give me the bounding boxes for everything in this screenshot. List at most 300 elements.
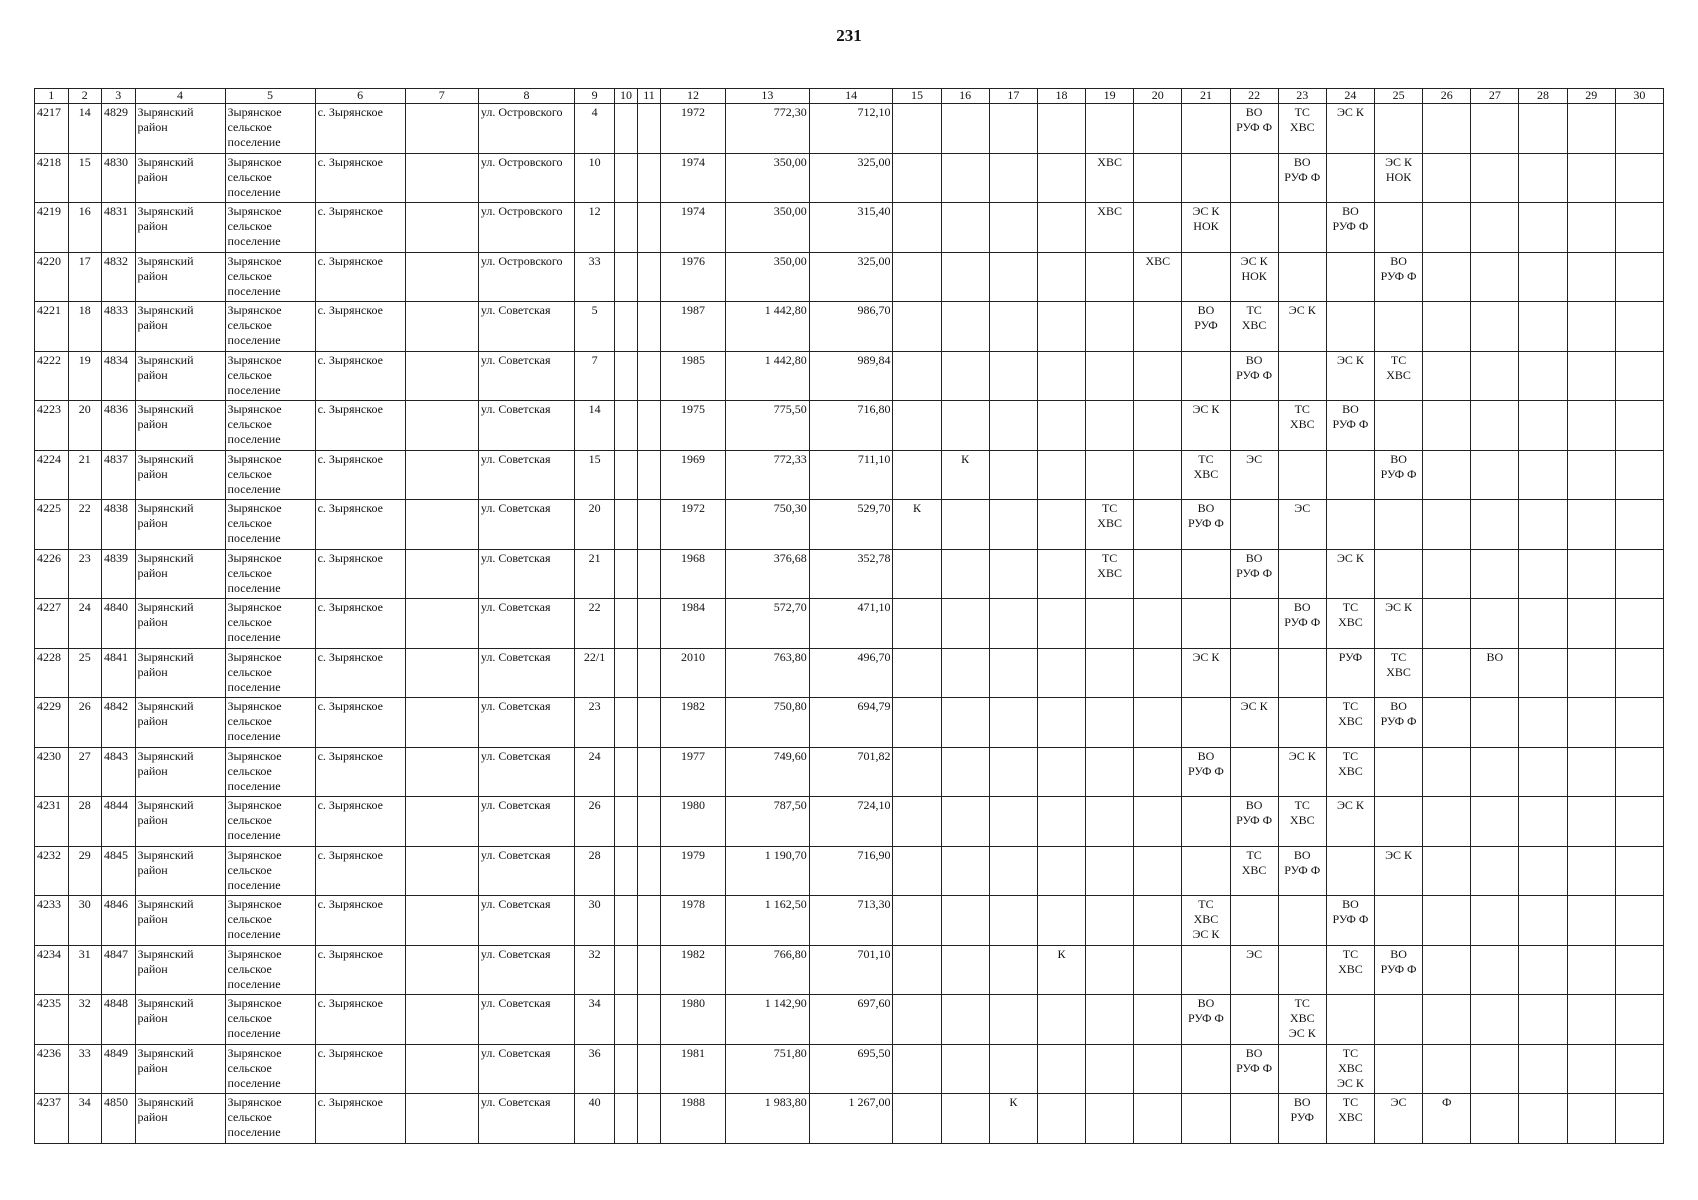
table-cell-col-18 [1037,153,1085,203]
table-cell-col-5: Зырянское сельское поселение [225,1094,315,1144]
table-cell-col-19 [1086,401,1134,451]
cell-line: РУФ Ф [1236,813,1273,827]
table-cell-col-7 [405,500,478,550]
table-cell-col-5: Зырянское сельское поселение [225,945,315,995]
table-cell-col-16 [941,1094,989,1144]
table-cell-col-12: 1984 [661,599,726,649]
column-header-13: 13 [725,89,809,104]
table-cell-col-24 [1326,401,1374,451]
table-cell-col-19: ХВС [1086,203,1134,253]
table-cell-col-11 [638,648,661,698]
table-cell-col-28 [1519,500,1567,550]
table-cell-col-13: 750,30 [725,500,809,550]
table-cell-col-18 [1037,896,1085,946]
cell-line: РУФ Ф [1380,466,1417,481]
table-cell-col-22: ЭС [1230,450,1278,500]
table-cell-col-8: ул. Советская [478,846,574,896]
table-cell-col-8: ул. Островского [478,104,574,154]
table-cell-col-28 [1519,203,1567,253]
table-cell-col-19 [1086,104,1134,154]
table-cell-col-10 [614,747,637,797]
table-cell-col-29 [1567,1094,1615,1144]
cell-line: ХВС [1289,1011,1315,1025]
table-cell-col-21 [1182,153,1230,203]
table-cell-col-23 [1278,549,1326,599]
table-cell-col-9: 10 [575,153,615,203]
cell-line: РУФ Ф [1187,516,1224,530]
table-cell-col-15 [893,450,941,500]
table-cell-col-6: с. Зырянское [315,401,405,451]
table-cell-col-13: 1 142,90 [725,995,809,1045]
table-cell-col-28 [1519,945,1567,995]
table-cell-col-29 [1567,351,1615,401]
table-cell-col-3: 4837 [102,450,136,500]
table-cell-col-29 [1567,549,1615,599]
table-cell-col-26 [1423,1044,1471,1094]
cell-line: НОК [1385,169,1412,184]
table-cell-col-1: 4226 [35,549,69,599]
table-cell-col-22 [1230,1094,1278,1144]
table-cell-col-3: 4834 [102,351,136,401]
table-cell-col-18 [1037,351,1085,401]
cell-line: ВО [1293,600,1311,614]
table-cell-col-25 [1375,747,1423,797]
table-cell-col-8: ул. Советская [478,648,574,698]
cell-line: ТС [1342,1095,1359,1109]
cell-line: ХВС [1338,714,1363,728]
table-cell-col-24 [1326,203,1374,253]
table-cell-col-4: Зырянский район [135,252,225,302]
table-cell-col-12: 1969 [661,450,726,500]
table-cell-col-7 [405,648,478,698]
table-cell-col-9: 4 [575,104,615,154]
table-cell-col-10 [614,351,637,401]
cell-line: ТС [1101,501,1118,515]
table-row [35,995,1664,1045]
column-header-16: 16 [941,89,989,104]
table-cell-col-20 [1134,1094,1182,1144]
table-cell-col-19 [1086,500,1134,550]
table-cell-col-23 [1278,945,1326,995]
table-cell-col-7 [405,797,478,847]
table-cell-col-8: ул. Советская [478,698,574,748]
table-cell-col-19 [1086,648,1134,698]
table-cell-col-1: 4229 [35,698,69,748]
table-cell-col-16 [941,351,989,401]
cell-line: ТС [1294,105,1310,119]
table-cell-col-24 [1326,450,1374,500]
table-cell-col-14: 716,80 [809,401,893,451]
table-cell-col-2: 20 [68,401,102,451]
table-cell-col-20: ХВС [1134,252,1182,302]
table-cell-col-24: ЭС К [1326,549,1374,599]
table-cell-col-11 [638,203,661,253]
table-cell-col-15 [893,846,941,896]
cell-line: ВО [1245,105,1263,119]
table-cell-col-15 [893,252,941,302]
table-cell-col-23 [1278,995,1326,1045]
column-header-6: 6 [315,89,405,104]
table-cell-col-17 [989,351,1037,401]
column-header-21: 21 [1182,89,1230,104]
table-cell-col-9: 20 [575,500,615,550]
table-cell-col-10 [614,203,637,253]
table-cell-col-11 [638,104,661,154]
cell-line: ВО [1390,946,1407,961]
table-cell-col-5: Зырянское сельское поселение [225,104,315,154]
table-cell-col-18 [1037,203,1085,253]
table-cell-col-29 [1567,896,1615,946]
table-cell-col-4: Зырянский район [135,945,225,995]
table-cell-col-10 [614,450,637,500]
table-cell-col-14: 694,79 [809,698,893,748]
table-cell-col-3: 4846 [102,896,136,946]
table-cell-col-23 [1278,1094,1326,1144]
cell-line: ХВС [1338,1060,1363,1075]
table-cell-col-14: 711,10 [809,450,893,500]
table-cell-col-9: 22 [575,599,615,649]
table-cell-col-29 [1567,797,1615,847]
cell-line: ТС [1101,550,1118,565]
table-cell-col-17 [989,302,1037,352]
table-cell-col-19 [1086,698,1134,748]
table-cell-col-12: 1985 [661,351,726,401]
table-cell-col-21 [1182,450,1230,500]
table-cell-col-27: ВО [1471,648,1519,698]
table-cell-col-8: ул. Советская [478,896,574,946]
table-row [35,153,1664,203]
table-cell-col-29 [1567,153,1615,203]
table-cell-col-22 [1230,797,1278,847]
table-cell-col-1: 4235 [35,995,69,1045]
table-cell-col-25 [1375,302,1423,352]
table-cell-col-29 [1567,500,1615,550]
table-cell-col-9: 23 [575,698,615,748]
table-cell-col-23: ЭС К [1278,302,1326,352]
table-cell-col-12: 1980 [661,797,726,847]
table-cell-col-25 [1375,500,1423,550]
table-cell-col-11 [638,351,661,401]
table-cell-col-7 [405,252,478,302]
table-cell-col-14: 989,84 [809,351,893,401]
table-cell-col-8: ул. Островского [478,153,574,203]
table-cell-col-10 [614,1094,637,1144]
table-cell-col-5: Зырянское сельское поселение [225,153,315,203]
table-cell-col-21 [1182,896,1230,946]
table-cell-col-24 [1326,747,1374,797]
table-cell-col-8: ул. Советская [478,401,574,451]
table-cell-col-2: 29 [68,846,102,896]
table-cell-col-16 [941,648,989,698]
table-cell-col-6: с. Зырянское [315,747,405,797]
table-cell-col-20 [1134,203,1182,253]
table-cell-col-14: 724,10 [809,797,893,847]
table-cell-col-27 [1471,1044,1519,1094]
table-cell-col-7 [405,1094,478,1144]
table-cell-col-8: ул. Советская [478,351,574,401]
table-cell-col-16: К [941,450,989,500]
table-cell-col-26 [1423,450,1471,500]
cell-line: ВО [1342,402,1359,416]
cell-line: ВО [1245,1045,1263,1060]
table-cell-col-17 [989,1044,1037,1094]
table-cell-col-4: Зырянский район [135,797,225,847]
table-cell-col-12: 1982 [661,698,726,748]
table-cell-col-12: 1974 [661,153,726,203]
table-cell-col-27 [1471,153,1519,203]
table-cell-col-30 [1615,104,1663,154]
cell-line: ВО [1342,204,1359,218]
table-row [35,846,1664,896]
table-cell-col-15 [893,599,941,649]
column-header-22: 22 [1230,89,1278,104]
table-cell-col-10 [614,698,637,748]
table-cell-col-7 [405,153,478,203]
column-header-19: 19 [1086,89,1134,104]
table-cell-col-28 [1519,252,1567,302]
table-cell-col-27 [1471,549,1519,599]
table-cell-col-19 [1086,351,1134,401]
table-cell-col-26 [1423,351,1471,401]
table-cell-col-11 [638,1094,661,1144]
table-cell-col-12: 1968 [661,549,726,599]
table-cell-col-1: 4222 [35,351,69,401]
table-cell-col-4: Зырянский район [135,698,225,748]
table-cell-col-27 [1471,599,1519,649]
table-cell-col-4: Зырянский район [135,401,225,451]
table-cell-col-8: ул. Советская [478,945,574,995]
table-cell-col-15 [893,797,941,847]
cell-line: ХВС [1097,516,1122,530]
table-cell-col-9: 7 [575,351,615,401]
table-cell-col-15 [893,153,941,203]
table-cell-col-3: 4848 [102,995,136,1045]
table-row [35,500,1664,550]
table-cell-col-14: 986,70 [809,302,893,352]
cell-line: ХВС [1338,961,1363,976]
table-cell-col-13: 376,68 [725,549,809,599]
cell-line: ХВС [1386,367,1411,382]
table-cell-col-12: 1977 [661,747,726,797]
table-cell-col-25 [1375,648,1423,698]
table-cell-col-19 [1086,945,1134,995]
table-row [35,698,1664,748]
table-cell-col-25 [1375,896,1423,946]
table-cell-col-9: 14 [575,401,615,451]
table-cell-col-1: 4231 [35,797,69,847]
table-cell-col-28 [1519,153,1567,203]
table-cell-col-25 [1375,995,1423,1045]
table-cell-col-30 [1615,896,1663,946]
cell-line: ВО [1390,253,1407,268]
table-cell-col-11 [638,153,661,203]
table-cell-col-18 [1037,599,1085,649]
table-cell-col-5: Зырянское сельское поселение [225,698,315,748]
table-cell-col-21 [1182,846,1230,896]
table-cell-col-16 [941,846,989,896]
table-cell-col-19 [1086,797,1134,847]
page-number: 231 [836,26,862,45]
table-cell-col-13: 763,80 [725,648,809,698]
table-cell-col-17 [989,945,1037,995]
table-cell-col-15 [893,104,941,154]
table-cell-col-8: ул. Советская [478,599,574,649]
table-cell-col-20 [1134,698,1182,748]
table-cell-col-2: 32 [68,995,102,1045]
table-cell-col-18 [1037,747,1085,797]
table-cell-col-23 [1278,1044,1326,1094]
table-cell-col-8: ул. Советская [478,450,574,500]
table-cell-col-5: Зырянское сельское поселение [225,896,315,946]
table-cell-col-28 [1519,549,1567,599]
table-cell-col-6: с. Зырянское [315,648,405,698]
table-cell-col-3: 4845 [102,846,136,896]
table-cell-col-21 [1182,252,1230,302]
column-header-27: 27 [1471,89,1519,104]
table-cell-col-26 [1423,648,1471,698]
table-cell-col-8: ул. Советская [478,549,574,599]
table-cell-col-15 [893,351,941,401]
table-cell-col-3: 4849 [102,1044,136,1094]
table-cell-col-3: 4839 [102,549,136,599]
header-row [35,89,1664,104]
table-cell-col-18 [1037,450,1085,500]
table-cell-col-23 [1278,846,1326,896]
table-cell-col-4: Зырянский район [135,648,225,698]
cell-line: РУФ Ф [1236,1060,1273,1075]
table-cell-col-22 [1230,599,1278,649]
table-cell-col-13: 772,33 [725,450,809,500]
table-cell-col-4: Зырянский район [135,599,225,649]
table-cell-col-6: с. Зырянское [315,1094,405,1144]
table-cell-col-6: с. Зырянское [315,797,405,847]
cell-line: РУФ Ф [1332,417,1369,431]
table-cell-col-13: 775,50 [725,401,809,451]
table-cell-col-20 [1134,797,1182,847]
table-cell-col-12: 1972 [661,500,726,550]
cell-line: ВО [1390,451,1407,466]
table-cell-col-3: 4847 [102,945,136,995]
cell-line: ТС [1342,748,1359,763]
table-cell-col-2: 27 [68,747,102,797]
table-cell-col-26 [1423,500,1471,550]
table-cell-col-15 [893,401,941,451]
table-cell-col-3: 4841 [102,648,136,698]
table-cell-col-19 [1086,1044,1134,1094]
table-cell-col-29 [1567,252,1615,302]
table-cell-col-13: 350,00 [725,153,809,203]
table-cell-col-29 [1567,401,1615,451]
table-cell-col-17 [989,153,1037,203]
table-cell-col-26 [1423,252,1471,302]
table-cell-col-19 [1086,896,1134,946]
table-cell-col-30 [1615,203,1663,253]
table-cell-col-6: с. Зырянское [315,698,405,748]
table-cell-col-20 [1134,599,1182,649]
table-cell-col-30 [1615,599,1663,649]
table-cell-col-27 [1471,450,1519,500]
table-row [35,104,1664,154]
cell-line: РУФ Ф [1236,565,1273,580]
table-cell-col-27 [1471,995,1519,1045]
table-cell-col-9: 22/1 [575,648,615,698]
table-cell-col-17 [989,995,1037,1045]
table-cell-col-8: ул. Советская [478,302,574,352]
table-cell-col-10 [614,599,637,649]
table-cell-col-21 [1182,203,1230,253]
table-cell-col-12: 1979 [661,846,726,896]
table-cell-col-11 [638,500,661,550]
table-row [35,252,1664,302]
cell-line: РУФ Ф [1332,219,1369,233]
table-cell-col-26 [1423,153,1471,203]
cell-line: ТС [1198,897,1214,911]
column-header-1: 1 [35,89,69,104]
table-cell-col-28 [1519,401,1567,451]
cell-line: ТС [1390,649,1407,664]
table-cell-col-13: 772,30 [725,104,809,154]
table-cell-col-18 [1037,846,1085,896]
table-cell-col-30 [1615,995,1663,1045]
table-cell-col-30 [1615,549,1663,599]
table-cell-col-20 [1134,153,1182,203]
cell-line: ТС [1198,451,1214,466]
table-cell-col-24 [1326,302,1374,352]
table-cell-col-4: Зырянский район [135,500,225,550]
table-cell-col-9: 21 [575,549,615,599]
table-cell-col-17 [989,549,1037,599]
table-cell-col-5: Зырянское сельское поселение [225,450,315,500]
cell-line: ХВС [1241,318,1267,332]
table-cell-col-4: Зырянский район [135,302,225,352]
table-cell-col-20 [1134,648,1182,698]
table-cell-col-1: 4223 [35,401,69,451]
table-cell-col-6: с. Зырянское [315,945,405,995]
table-cell-col-6: с. Зырянское [315,896,405,946]
table-cell-col-20 [1134,450,1182,500]
table-cell-col-3: 4843 [102,747,136,797]
table-cell-col-23 [1278,797,1326,847]
table-cell-col-2: 23 [68,549,102,599]
table-cell-col-7 [405,203,478,253]
table-cell-col-4: Зырянский район [135,747,225,797]
table-cell-col-20 [1134,104,1182,154]
table-cell-col-6: с. Зырянское [315,153,405,203]
table-cell-col-2: 30 [68,896,102,946]
cell-line: ХВС [1289,120,1315,134]
table-cell-col-8: ул. Островского [478,203,574,253]
table-cell-col-8: ул. Советская [478,1044,574,1094]
table-body [35,104,1664,1144]
table-cell-col-20 [1134,896,1182,946]
table-cell-col-18 [1037,648,1085,698]
column-header-14: 14 [809,89,893,104]
cell-line: НОК [1193,219,1219,233]
table-cell-col-5: Зырянское сельское поселение [225,648,315,698]
table-cell-col-14: 529,70 [809,500,893,550]
cell-line: ТС [1342,1045,1359,1060]
table-cell-col-30 [1615,698,1663,748]
table-cell-col-12: 2010 [661,648,726,698]
table-cell-col-15 [893,302,941,352]
table-cell-col-22 [1230,747,1278,797]
table-cell-col-5: Зырянское сельское поселение [225,252,315,302]
table-cell-col-15 [893,648,941,698]
table-cell-col-9: 12 [575,203,615,253]
column-header-9: 9 [575,89,615,104]
table-cell-col-18 [1037,549,1085,599]
column-header-3: 3 [102,89,136,104]
